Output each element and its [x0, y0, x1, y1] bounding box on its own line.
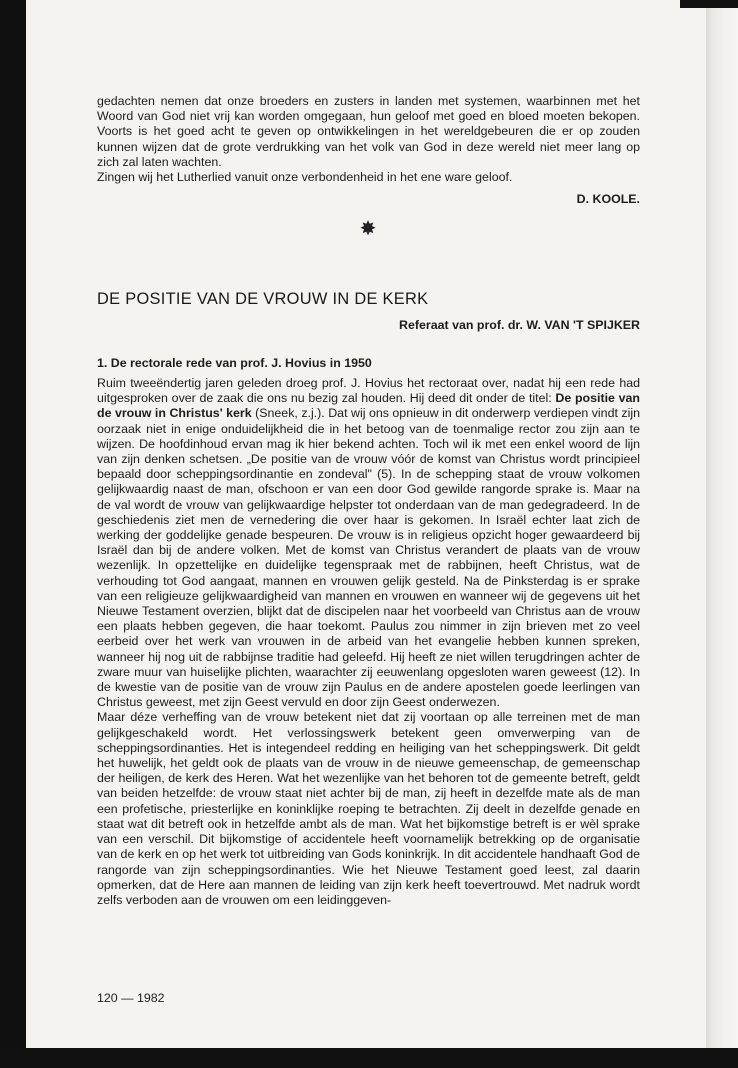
scan-top-corner: [680, 0, 738, 8]
intro-paragraph: gedachten nemen dat onze broeders en zusters in landen met systemen, waarbinnen met het Woord van God niet vrij kan worden omgegaan, hun geloof met goed en bloed moeten bekopen. Voorts is het goed acht te geven op ontwikkelingen in het wereldgebeuren die er op zouden kunnen wijzen dat de grote verdrukking van het volk van God in deze wereld niet meer lang op zich zal laten wachten.: [97, 94, 640, 169]
star-separator-icon: ✸: [359, 218, 377, 240]
page-right-edge: [706, 0, 738, 1068]
intro-closing: Zingen wij het Lutherlied vanuit onze verbondenheid in het ene ware geloof.: [97, 170, 513, 185]
scan-left-border: [0, 0, 26, 1068]
article-title: DE POSITIE VAN DE VROUW IN DE KERK: [97, 290, 429, 308]
section-heading: 1. De rectorale rede van prof. J. Hovius in 1950: [97, 356, 372, 370]
article-body: [97, 376, 640, 908]
p1-text-after: (Sneek, z.j.). Dat wij ons opnieuw in dit onderwerp verdiepen vindt zijn oorzaak niet in enige onduidelijkheid die in het betoog van de toenmalige rector zou zijn aan te wijzen. De hoofdinhoud ervan mag ik hier bekend achten. Toch wil ik met een enkel woord de lijn van zijn denken schetsen. „De positie van de vrouw vóór de komst van Christus wordt principieel bepaald door scheppingsordinantie en zondeval" (5). In de schepping staat de vrouw volkomen gelijkwaardig naast de man, ofschoon er van een door God gewilde rangorde sprake is. Maar na de val wordt de vrouw van gelijkwaardige helpster tot onderdaan van de man gedegradeerd. In de geschiedenis ziet men de vernedering die over haar is gekomen. In Israël echter laat zich de werking der goddelijke genade bespeuren. De vrouw is in religieus opzicht hoger gewaardeerd bij Israël dan bij de andere volken. Met de komst van Christus verandert de plaats van de vrouw wezenlijk. In opzettelijke en duidelijke tegenspraak met de rabbijnen, heeft Christus, wat de verhouding tot God aangaat, mannen en vrouwen gelijk gesteld. Na de Pinksterdag is er sprake van een religieuze gelijkwaardigheid van mannen en vrouwen en wanneer wij de gegevens uit het Nieuwe Testament overzien, blijkt dat de discipelen naar het voorbeeld van Christus aan de vrouw een plaats hebben gegeven, die haar toekomt. Paulus zou nimmer in zijn brieven met zo veel eerbeid over het werk van vrouwen in de arbeid van het evangelie hebben kunnen spreken, wanneer hij nog uit de rabbijnse traditie had geleefd. Hij heeft ze niet willen terugdringen achter de zware muur van huiselijke plichten, waarachter zij eeuwenlang opgesloten waren geweest (12). In de kwestie van de positie van de vrouw zijn Paulus en de andere apostelen goede leerlingen van Christus geweest, met zijn Geest vervuld en door zijn Geest onderwezen.: [97, 406, 640, 710]
intro-block: [97, 94, 640, 185]
article-paragraph-1: [97, 376, 640, 710]
p1-text-before: Ruim tweeëndertig jaren geleden droeg prof. J. Hovius het rectoraat over, nadat hij een rede had uitgesproken over de zaak die ons nu bezig zal houden. Hij deed dit onder de titel:: [97, 376, 640, 406]
page-footer: 120 — 1982: [97, 991, 165, 1005]
scan-bottom-border: [0, 1048, 738, 1068]
article-paragraph-2: Maar déze verheffing van de vrouw betekent niet dat zij voortaan op alle terreinen met de man gelijkgeschakeld wordt. Het verlossingswerk betekent geen omverwerping van de scheppingsordinanties. Het is integendeel redding en heiliging van het scheppingswerk. Dit geldt het huwelijk, het geldt ook de plaats van de vrouw in de nieuwe gemeenschap, de gemeenschap der heiligen, de kerk des Heren. Wat het wezenlijke van het behoren tot de gemeente betreft, geldt van beiden hetzelfde: de vrouw staat niet achter bij de man, zij heeft in dezelfde mate als de man een profetische, priesterlijke en koninklijke roeping te betrachten. Zij deelt in dezelfde genade en staat wat dit betreft ook in hetzelfde ambt als de man. Wat het bijkomstige betreft is er wèl sprake van een verschil. Dit bijkomstige of accidentele heeft voornamelijk betrekking op de organisatie van de kerk en op het werk tot uitbreiding van Gods koninkrijk. In dit accidentele handhaaft God de rangorde van zijn scheppingsordinanties. Wie het Nieuwe Testament goed leest, zal daarin opmerken, dat de Here aan mannen de leiding van zijn kerk heeft toevertrouwd. Met nadruk wordt zelfs verboden aan de vrouwen om een leidinggeven-: [97, 710, 640, 907]
cited-work-title: De positie van de vrouw in Christus' kerk: [97, 391, 640, 421]
signature: D. KOOLE.: [576, 192, 640, 206]
article-byline: Referaat van prof. dr. W. VAN 'T SPIJKER: [399, 318, 640, 332]
